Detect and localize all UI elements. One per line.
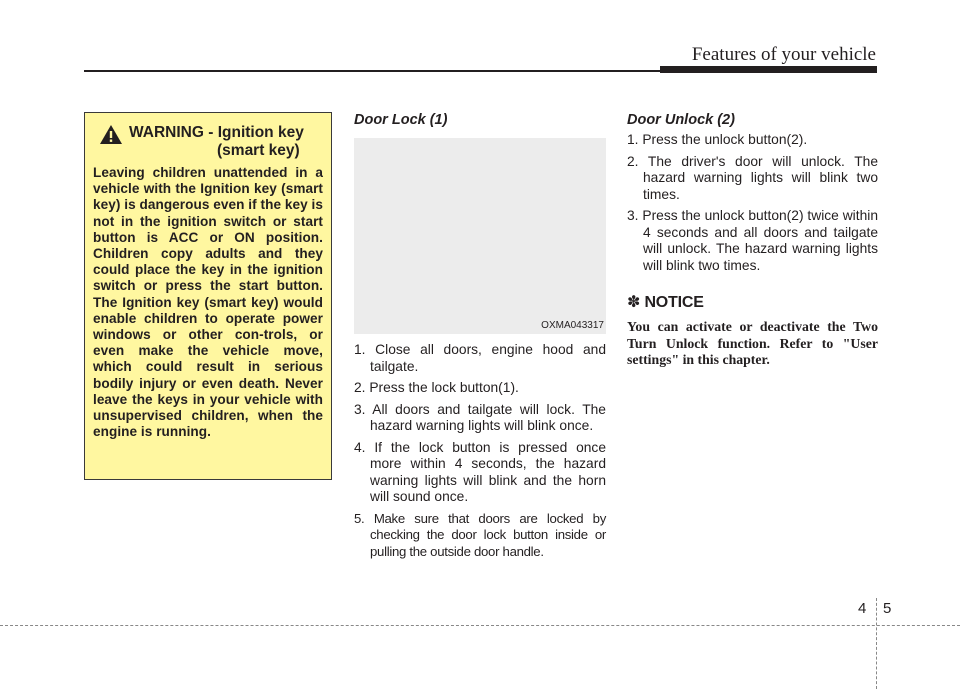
warning-heading — [93, 124, 323, 160]
chapter-number: 4 — [858, 600, 867, 617]
door-lock-step: 1. Close all doors, engine hood and tailgate. — [354, 342, 606, 374]
door-lock-steps — [354, 342, 606, 560]
door-lock-step: 2. Press the lock button(1). — [354, 380, 519, 395]
door-lock-step: 4. If the lock button is pressed once more within 4 seconds, the hazard warning lights will blink and the horn will sound once. — [354, 439, 606, 504]
door-unlock-title: Door Unlock (2) — [627, 112, 735, 128]
warning-triangle-icon — [99, 124, 123, 145]
door-unlock-step: 1. Press the unlock button(2). — [627, 132, 808, 147]
door-lock-step: 5. Make sure that doors are locked by checking the door lock button inside or pulling the outside door handle. — [354, 510, 606, 559]
door-lock-title: Door Lock (1) — [354, 112, 448, 128]
footer-rule — [0, 625, 960, 626]
warning-box — [84, 112, 332, 480]
door-unlock-step: 3. Press the unlock button(2) twice within 4 seconds and all doors and tailgate will unlock. The hazard warning lights will blink two times. — [627, 208, 878, 273]
header-rule — [84, 70, 684, 72]
warning-subtitle: - Ignition key — [203, 124, 304, 141]
warning-label: WARNING — [129, 124, 204, 141]
door-lock-figure — [354, 138, 606, 334]
door-lock-step: 3. All doors and tailgate will lock. The hazard warning lights will blink once. — [354, 401, 606, 433]
header-rule-accent — [660, 66, 877, 73]
door-lock-section — [354, 112, 606, 565]
warning-subtitle-line2: (smart key) — [217, 142, 300, 159]
figure-code: OXMA043317 — [541, 320, 604, 331]
warning-body: Leaving children unattended in a vehicle with the Ignition key (smart key) is dangerous even if the key is not in the ignition switch or start button is ACC or ON position. Children copy adults and they could place the key in the ignition switch or press the start button. The Ignition key (smart key) would enable children to operate power windows or other con-trols, or even make the vehicle move, which could result in serious bodily injury or even death. Never leave the keys in your vehicle with unsupervised children, when the engine is running. — [93, 165, 323, 440]
notice-title: ✽ NOTICE — [627, 294, 704, 311]
footer-divider — [876, 598, 877, 689]
door-unlock-steps — [627, 132, 878, 274]
page-number: 5 — [883, 600, 892, 617]
door-unlock-step: 2. The driver's door will unlock. The hazard warning lights will blink two times. — [627, 153, 878, 202]
notice-body: You can activate or deactivate the Two Turn Unlock function. Refer to "User settings" in this chapter. — [627, 319, 878, 367]
door-unlock-section — [627, 112, 878, 369]
header-title: Features of your vehicle — [691, 44, 876, 65]
